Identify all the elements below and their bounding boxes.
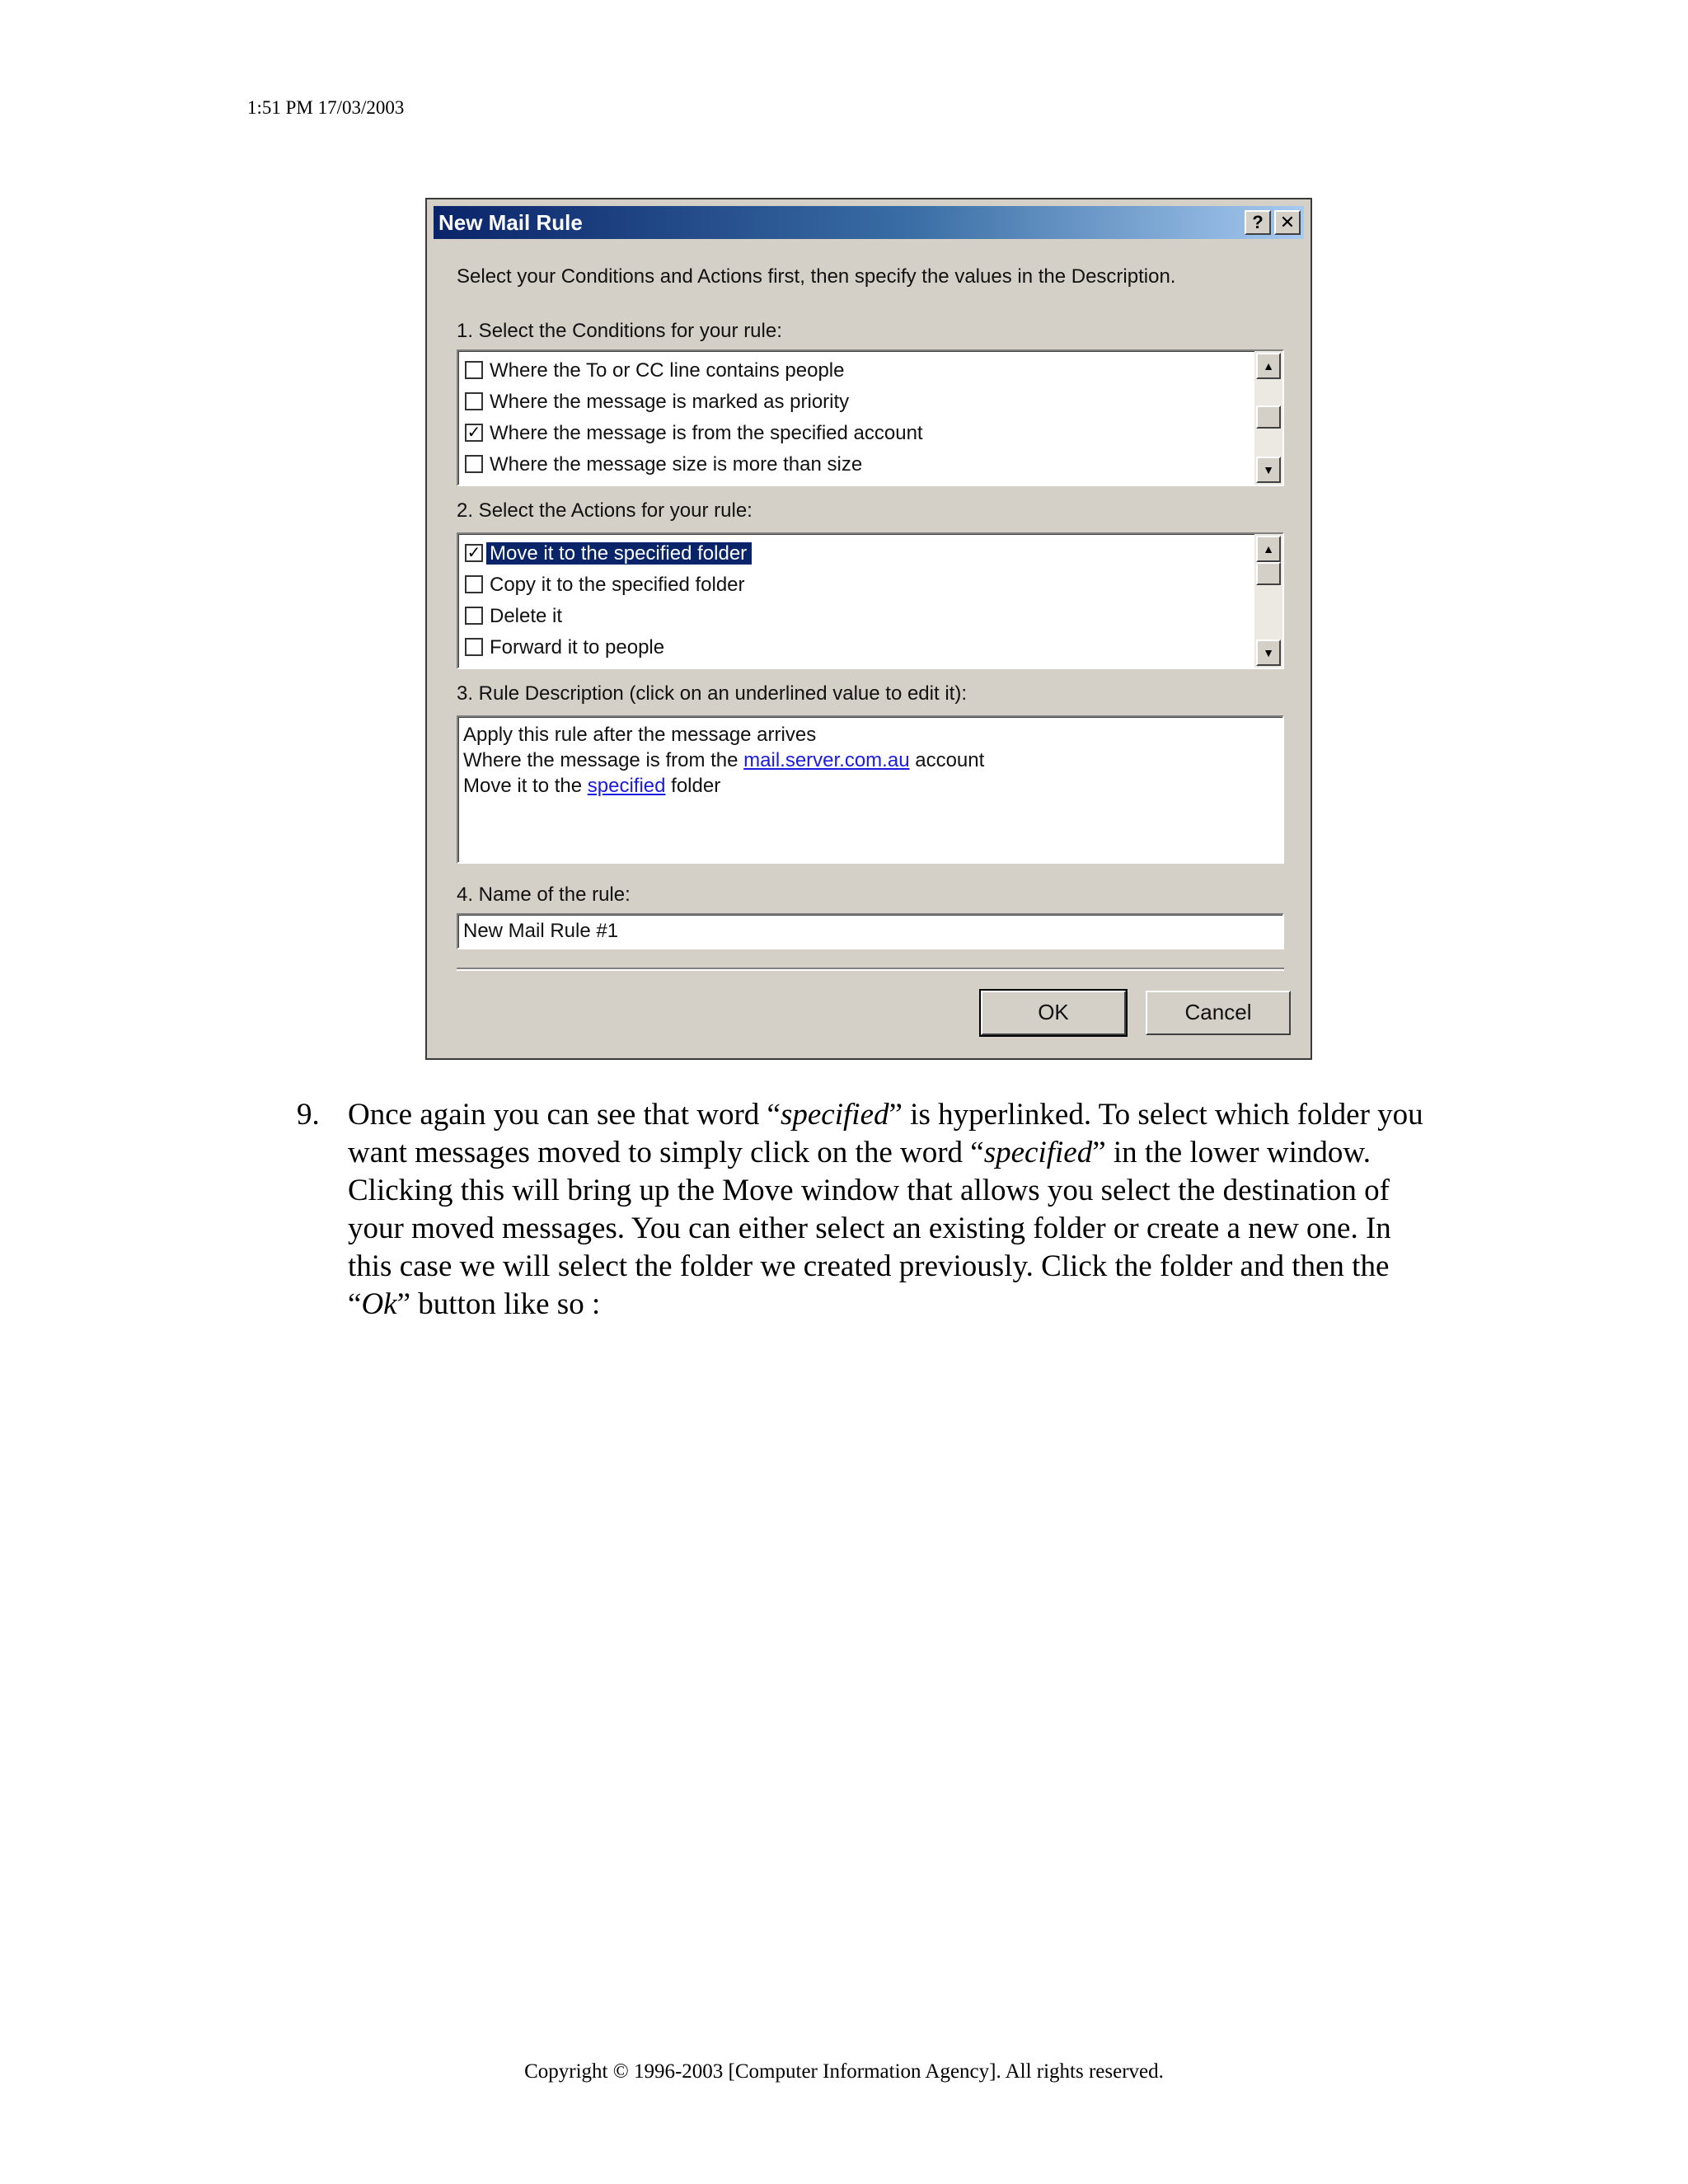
rule-name-input[interactable]	[457, 913, 1284, 949]
action-item-selected[interactable]	[465, 539, 1250, 569]
new-mail-rule-dialog	[425, 198, 1312, 1060]
description-line: Apply this rule after the message arrives	[463, 724, 817, 746]
action-item[interactable]	[465, 602, 1250, 631]
action-item[interactable]	[465, 570, 1250, 600]
scroll-down-icon[interactable]: ▼	[1256, 457, 1281, 483]
dialog-title: New Mail Rule	[438, 210, 583, 235]
description-text: folder	[665, 775, 721, 797]
conditions-listbox[interactable]	[457, 349, 1284, 486]
condition-label: Where the message size is more than size	[490, 453, 863, 476]
dialog-instructions: Select your Conditions and Actions first, then specify the values in the Description.	[457, 265, 1176, 288]
paragraph-text: ” button like so :	[396, 1287, 601, 1321]
condition-checkbox[interactable]	[465, 392, 483, 410]
action-checkbox-checked[interactable]: ✓	[465, 544, 483, 562]
condition-item[interactable]	[465, 356, 1250, 386]
paragraph-text: Once again you can see that word “	[348, 1098, 781, 1132]
condition-label: Where the To or CC line contains people	[490, 359, 845, 382]
account-link[interactable]: mail.server.com.au	[743, 749, 910, 771]
description-text: Where the message is from the	[463, 749, 744, 771]
action-label: Move it to the specified folder	[486, 542, 752, 565]
actions-label: 2. Select the Actions for your rule:	[457, 499, 753, 522]
close-icon: ✕	[1279, 212, 1296, 232]
specified-folder-link[interactable]: specified	[587, 775, 666, 797]
conditions-label: 1. Select the Conditions for your rule:	[457, 320, 782, 342]
scroll-thumb[interactable]	[1256, 405, 1281, 429]
condition-item[interactable]	[465, 450, 1250, 480]
condition-checkbox[interactable]	[465, 455, 483, 473]
scroll-thumb[interactable]	[1256, 562, 1281, 585]
action-label: Copy it to the specified folder	[490, 574, 745, 596]
copyright-footer: Copyright © 1996-2003 [Computer Information Agency]. All rights reserved.	[524, 2060, 1164, 2083]
scroll-up-icon[interactable]: ▲	[1256, 353, 1281, 379]
action-label: Delete it	[490, 605, 563, 627]
paragraph-text: ” is hyperlinked. To select which folder you want messages moved to simply click on the word “	[348, 1098, 1423, 1169]
condition-item[interactable]	[465, 419, 1250, 448]
condition-label: Where the message is marked as priority	[490, 391, 850, 413]
scroll-down-icon[interactable]: ▼	[1256, 640, 1281, 666]
step-number: 9.	[297, 1098, 320, 1132]
page-timestamp: 1:51 PM 17/03/2003	[247, 97, 405, 118]
description-line	[463, 748, 1278, 773]
paragraph-text: ” in the lower window. Clicking this will bring up the Move window that allows you select the destination of your moved messages. You can either select an existing folder or create a new one. In this case we will select the folder we created previously. Click the folder and then the “	[348, 1136, 1391, 1321]
instruction-step	[297, 1096, 1434, 1324]
conditions-scrollbar[interactable]	[1254, 351, 1282, 485]
cancel-button[interactable]: Cancel	[1146, 991, 1291, 1035]
emphasis-specified: specified	[780, 1098, 889, 1132]
action-checkbox[interactable]	[465, 638, 483, 656]
actions-listbox[interactable]	[457, 532, 1284, 669]
description-text: account	[909, 749, 985, 771]
description-label: 3. Rule Description (click on an underlined value to edit it):	[457, 682, 967, 705]
scroll-up-icon[interactable]: ▲	[1256, 536, 1281, 562]
condition-item[interactable]	[465, 387, 1250, 417]
help-button[interactable]: ?	[1245, 210, 1271, 235]
condition-checkbox-checked[interactable]: ✓	[465, 424, 483, 442]
ok-button[interactable]: OK	[981, 991, 1126, 1035]
actions-scrollbar[interactable]	[1254, 534, 1282, 668]
action-item[interactable]	[465, 633, 1250, 663]
dialog-separator	[457, 968, 1284, 971]
emphasis-ok: Ok	[361, 1287, 397, 1321]
condition-label: Where the message is from the specified account	[490, 422, 923, 444]
description-line	[463, 773, 1278, 799]
close-button[interactable]	[1274, 210, 1301, 235]
description-text: Move it to the	[463, 775, 588, 797]
step-paragraph	[348, 1096, 1434, 1324]
action-label: Forward it to people	[490, 636, 665, 658]
rule-name-label: 4. Name of the rule:	[457, 883, 631, 906]
dialog-titlebar	[434, 206, 1304, 239]
action-checkbox[interactable]	[465, 607, 483, 625]
condition-checkbox[interactable]	[465, 361, 483, 379]
action-checkbox[interactable]	[465, 575, 483, 593]
emphasis-specified: specified	[983, 1136, 1093, 1169]
rule-description-box	[457, 715, 1284, 864]
